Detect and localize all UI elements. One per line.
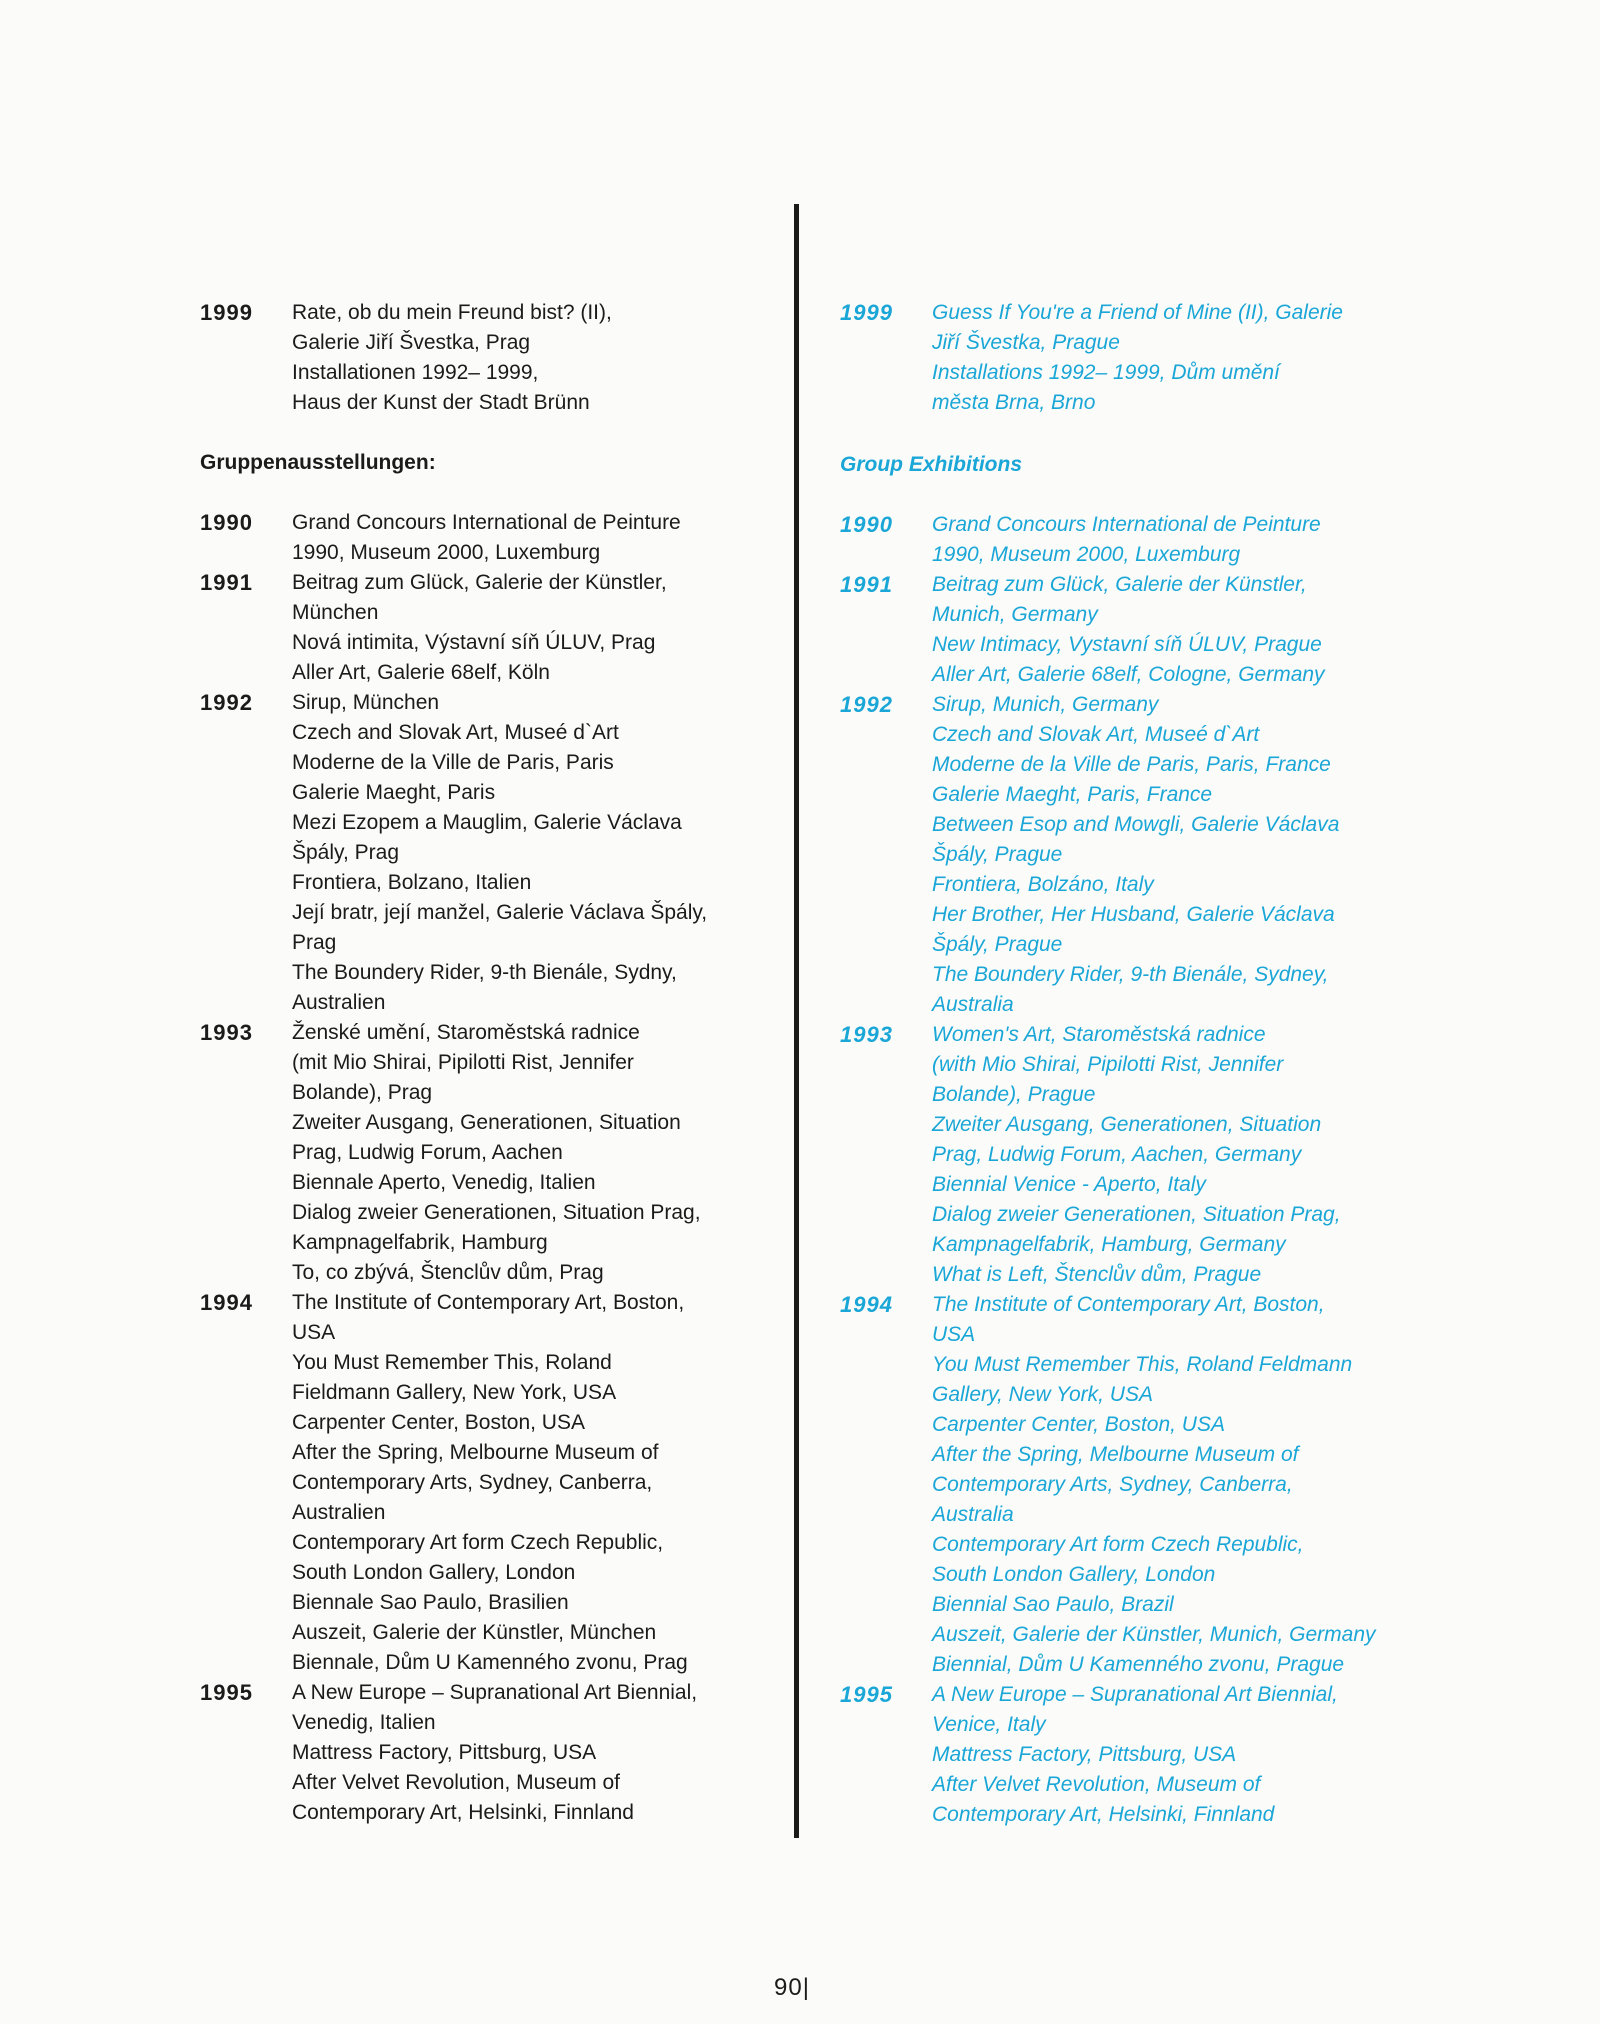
year-entry bbox=[200, 568, 775, 688]
entry-line: Installations 1992– 1999, Dům umění bbox=[932, 361, 1280, 384]
entry-year: 1992 bbox=[200, 690, 253, 715]
entry-line: Guess If You're a Friend of Mine (II), Galerie bbox=[932, 301, 1343, 324]
year-entry bbox=[840, 1290, 1420, 1680]
entry-line: 1990, Museum 2000, Luxemburg bbox=[932, 543, 1241, 566]
solo-exhibition-entry bbox=[840, 298, 1420, 418]
year-entry bbox=[840, 1680, 1420, 1830]
entry-line: Australien bbox=[292, 991, 386, 1014]
entry-line: The Institute of Contemporary Art, Boston, bbox=[292, 1291, 685, 1314]
entry-line: Biennial Sao Paulo, Brazil bbox=[932, 1593, 1174, 1616]
entry-line: Biennale, Dům U Kamenného zvonu, Prag bbox=[292, 1651, 688, 1674]
entry-line: Frontiera, Bolzano, Italien bbox=[292, 871, 532, 894]
entry-line: Rate, ob du mein Freund bist? (II), bbox=[292, 301, 612, 324]
entry-line: Women's Art, Staroměstská radnice bbox=[932, 1023, 1266, 1046]
entry-line: Galerie Jiří Švestka, Prag bbox=[292, 331, 531, 354]
year-entry bbox=[840, 570, 1420, 690]
solo-exhibition-entry bbox=[200, 298, 775, 418]
entry-line: USA bbox=[292, 1321, 336, 1344]
entry-line: Špály, Prag bbox=[292, 841, 399, 864]
entry-line: Její bratr, její manžel, Galerie Václava Špály, bbox=[292, 901, 708, 924]
entry-line: města Brna, Brno bbox=[932, 391, 1096, 414]
year-entry bbox=[200, 1288, 775, 1678]
entry-line: Munich, Germany bbox=[932, 603, 1098, 626]
entry-line: Moderne de la Ville de Paris, Paris, France bbox=[932, 753, 1331, 776]
entry-year: 1993 bbox=[200, 1020, 253, 1045]
entry-year: 1993 bbox=[840, 1022, 893, 1047]
entry-line: Galerie Maeght, Paris bbox=[292, 781, 496, 804]
entry-line: Dialog zweier Generationen, Situation Prag, bbox=[932, 1203, 1341, 1226]
entry-line: Kampnagelfabrik, Hamburg, Germany bbox=[932, 1233, 1286, 1256]
entry-line: 1990, Museum 2000, Luxemburg bbox=[292, 541, 601, 564]
entry-line: You Must Remember This, Roland bbox=[292, 1351, 612, 1374]
entry-line: Galerie Maeght, Paris, France bbox=[932, 783, 1213, 806]
entry-year: 1992 bbox=[840, 692, 893, 717]
entry-line: Prag, Ludwig Forum, Aachen, Germany bbox=[932, 1143, 1302, 1166]
entry-line: Aller Art, Galerie 68elf, Cologne, Germany bbox=[932, 663, 1325, 686]
year-entry bbox=[200, 1018, 775, 1288]
entry-line: Špály, Prague bbox=[932, 933, 1063, 956]
entry-line: Her Brother, Her Husband, Galerie Václava bbox=[932, 903, 1335, 926]
group-exhibitions-list bbox=[840, 510, 1420, 1830]
entry-year: 1994 bbox=[840, 1292, 893, 1317]
entry-line: Contemporary Art, Helsinki, Finnland bbox=[292, 1801, 634, 1824]
entry-line: Gallery, New York, USA bbox=[932, 1383, 1153, 1406]
entry-line: Ženské umění, Staroměstská radnice bbox=[292, 1021, 640, 1044]
entry-line: Moderne de la Ville de Paris, Paris bbox=[292, 751, 614, 774]
year-entry bbox=[200, 1678, 775, 1828]
entry-line: The Institute of Contemporary Art, Boston, bbox=[932, 1293, 1325, 1316]
entry-year: 1999 bbox=[200, 300, 253, 325]
entry-line: Grand Concours International de Peinture bbox=[292, 511, 681, 534]
entry-line: South London Gallery, London bbox=[292, 1561, 576, 1584]
entry-line: Contemporary Arts, Sydney, Canberra, bbox=[292, 1471, 653, 1494]
entry-line: You Must Remember This, Roland Feldmann bbox=[932, 1353, 1353, 1376]
entry-line: Contemporary Arts, Sydney, Canberra, bbox=[932, 1473, 1293, 1496]
entry-line: Grand Concours International de Peinture bbox=[932, 513, 1321, 536]
entry-line: Contemporary Art, Helsinki, Finnland bbox=[932, 1803, 1275, 1826]
entry-line: USA bbox=[932, 1323, 976, 1346]
entry-line: Auszeit, Galerie der Künstler, München bbox=[292, 1621, 657, 1644]
entry-line: (with Mio Shirai, Pipilotti Rist, Jennifer bbox=[932, 1053, 1284, 1076]
entry-line: Installationen 1992– 1999, bbox=[292, 361, 539, 384]
entry-year: 1999 bbox=[840, 300, 893, 325]
section-heading: Gruppenausstellungen: bbox=[200, 451, 436, 474]
entry-line: Sirup, Munich, Germany bbox=[932, 693, 1159, 716]
entry-line: Beitrag zum Glück, Galerie der Künstler, bbox=[932, 573, 1307, 596]
entry-line: Australia bbox=[932, 993, 1014, 1016]
entry-line: Špály, Prague bbox=[932, 843, 1063, 866]
entry-line: Biennale Aperto, Venedig, Italien bbox=[292, 1171, 596, 1194]
entry-line: A New Europe – Supranational Art Biennial, bbox=[292, 1681, 698, 1704]
entry-line: Frontiera, Bolzáno, Italy bbox=[932, 873, 1154, 896]
entry-year: 1995 bbox=[840, 1682, 893, 1707]
entry-line: Haus der Kunst der Stadt Brünn bbox=[292, 391, 590, 414]
entry-line: The Boundery Rider, 9-th Bienále, Sydney, bbox=[932, 963, 1329, 986]
entry-line: Australien bbox=[292, 1501, 386, 1524]
entry-line: After the Spring, Melbourne Museum of bbox=[292, 1441, 659, 1464]
entry-line: Contemporary Art form Czech Republic, bbox=[292, 1531, 664, 1554]
entry-line: What is Left, Štenclův dům, Prague bbox=[932, 1263, 1262, 1286]
section-heading: Group Exhibitions bbox=[840, 453, 1022, 476]
entry-line: Biennial Venice - Aperto, Italy bbox=[932, 1173, 1206, 1196]
entry-line: Biennale Sao Paulo, Brasilien bbox=[292, 1591, 569, 1614]
page-number: 90| bbox=[774, 1974, 810, 2001]
entry-year: 1991 bbox=[200, 570, 253, 595]
group-exhibitions-list bbox=[200, 508, 775, 1828]
entry-line: München bbox=[292, 601, 379, 624]
entry-line: (mit Mio Shirai, Pipilotti Rist, Jennifer bbox=[292, 1051, 634, 1074]
entry-line: Bolande), Prag bbox=[292, 1081, 433, 1104]
entry-line: Fieldmann Gallery, New York, USA bbox=[292, 1381, 617, 1404]
entry-line: Prag, Ludwig Forum, Aachen bbox=[292, 1141, 563, 1164]
year-entry bbox=[840, 1020, 1420, 1290]
entry-line: Bolande), Prague bbox=[932, 1083, 1096, 1106]
entry-year: 1995 bbox=[200, 1680, 253, 1705]
entry-line: Venice, Italy bbox=[932, 1713, 1046, 1736]
entry-line: Carpenter Center, Boston, USA bbox=[932, 1413, 1225, 1436]
entry-line: South London Gallery, London bbox=[932, 1563, 1216, 1586]
entry-line: Biennial, Dům U Kamenného zvonu, Prague bbox=[932, 1653, 1345, 1676]
entry-line: To, co zbývá, Štenclův dům, Prag bbox=[292, 1261, 604, 1284]
entry-line: Beitrag zum Glück, Galerie der Künstler, bbox=[292, 571, 667, 594]
entry-line: Venedig, Italien bbox=[292, 1711, 436, 1734]
entry-line: After the Spring, Melbourne Museum of bbox=[932, 1443, 1299, 1466]
entry-line: Nová intimita, Výstavní síň ÚLUV, Prag bbox=[292, 631, 656, 654]
entry-year: 1991 bbox=[840, 572, 893, 597]
entry-line: Prag bbox=[292, 931, 337, 954]
entry-line: After Velvet Revolution, Museum of bbox=[292, 1771, 620, 1794]
entry-year: 1990 bbox=[840, 512, 893, 537]
entry-line: After Velvet Revolution, Museum of bbox=[932, 1773, 1261, 1796]
entry-line: Kampnagelfabrik, Hamburg bbox=[292, 1231, 548, 1254]
entry-line: Czech and Slovak Art, Museé d`Art bbox=[932, 723, 1260, 746]
entry-line: Mattress Factory, Pittsburg, USA bbox=[292, 1741, 597, 1764]
entry-line: Mezi Ezopem a Mauglim, Galerie Václava bbox=[292, 811, 682, 834]
year-entry bbox=[840, 510, 1420, 570]
entry-line: Czech and Slovak Art, Museé d`Art bbox=[292, 721, 619, 744]
entry-line: Aller Art, Galerie 68elf, Köln bbox=[292, 661, 550, 684]
entry-line: A New Europe – Supranational Art Biennial, bbox=[932, 1683, 1338, 1706]
entry-line: The Boundery Rider, 9-th Bienále, Sydny, bbox=[292, 961, 677, 984]
entry-line: Australia bbox=[932, 1503, 1014, 1526]
entry-line: Contemporary Art form Czech Republic, bbox=[932, 1533, 1304, 1556]
entry-line: Dialog zweier Generationen, Situation Prag, bbox=[292, 1201, 701, 1224]
entry-line: Zweiter Ausgang, Generationen, Situation bbox=[932, 1113, 1322, 1136]
entry-line: Between Esop and Mowgli, Galerie Václava bbox=[932, 813, 1340, 836]
year-entry bbox=[840, 690, 1420, 1020]
entry-line: Jiří Švestka, Prague bbox=[932, 331, 1120, 354]
year-entry bbox=[200, 508, 775, 568]
entry-year: 1990 bbox=[200, 510, 253, 535]
entry-line: Sirup, München bbox=[292, 691, 440, 714]
entry-line: Auszeit, Galerie der Künstler, Munich, Germany bbox=[932, 1623, 1376, 1646]
entry-line: Carpenter Center, Boston, USA bbox=[292, 1411, 585, 1434]
entry-line: Mattress Factory, Pittsburg, USA bbox=[932, 1743, 1237, 1766]
column-divider bbox=[794, 204, 799, 1838]
entry-year: 1994 bbox=[200, 1290, 253, 1315]
entry-line: New Intimacy, Vystavní síň ÚLUV, Prague bbox=[932, 633, 1322, 656]
year-entry bbox=[200, 688, 775, 1018]
entry-line: Zweiter Ausgang, Generationen, Situation bbox=[292, 1111, 681, 1134]
